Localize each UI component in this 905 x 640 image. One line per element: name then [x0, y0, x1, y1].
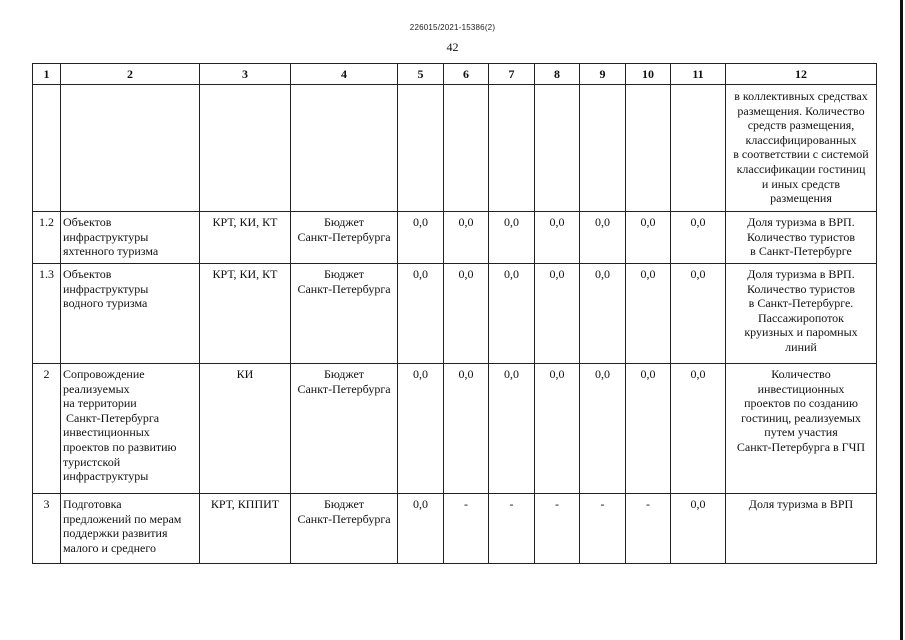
table-cell — [626, 85, 671, 212]
header-cell: 10 — [626, 64, 671, 85]
value-cell: 0,0 — [626, 264, 671, 364]
name-line: проектов по развитию — [63, 439, 177, 454]
indicator-cell — [726, 364, 877, 494]
name-line: туристской — [63, 454, 121, 469]
activity-name — [61, 212, 200, 264]
program-table — [32, 63, 877, 564]
value-cell: 0,0 — [671, 364, 726, 494]
source-line: Санкт-Петербурга — [297, 381, 391, 396]
indicator-line: линий — [785, 339, 817, 354]
funding-source-cell — [291, 494, 398, 564]
table-cell — [291, 85, 398, 212]
value-cell: 0,0 — [626, 364, 671, 494]
value-cell: 0,0 — [489, 364, 535, 494]
value-cell: 0,0 — [535, 364, 580, 494]
indicator-line: средств размещения, — [747, 118, 855, 133]
name-line: инфраструктуры — [63, 469, 149, 484]
value-cell: 0,0 — [398, 212, 444, 264]
table-cell — [444, 85, 489, 212]
name-line: на территории — [63, 396, 137, 411]
name-line: предложений по мерам — [63, 511, 182, 526]
indicator-line: в Санкт-Петербурге — [750, 244, 852, 259]
source-line: Бюджет — [323, 497, 365, 511]
funding-source-cell — [291, 212, 398, 264]
name-line: Сопровождение — [63, 367, 145, 381]
indicator-line: проектов по созданию — [744, 396, 858, 411]
indicator-line: в соответствии с системой — [733, 147, 869, 162]
table-cell — [200, 85, 291, 212]
source-line: Бюджет — [323, 367, 365, 381]
value-cell: 0,0 — [398, 364, 444, 494]
value-cell: 0,0 — [398, 264, 444, 364]
header-cell: 11 — [671, 64, 726, 85]
name-line: малого и среднего — [63, 540, 156, 555]
indicator-line: Доля туризма в ВРП — [748, 497, 854, 511]
value-cell: - — [489, 494, 535, 564]
indicator-line: Количество туристов — [746, 229, 856, 244]
value-cell: 0,0 — [671, 212, 726, 264]
table-row-2 — [33, 364, 877, 494]
source-line: Санкт-Петербурга — [297, 229, 391, 244]
value-cell: 0,0 — [489, 212, 535, 264]
name-line: инвестиционных — [63, 425, 150, 440]
table-cell — [580, 85, 626, 212]
indicator-line: классифицированных — [745, 132, 857, 147]
indicator-cell — [726, 212, 877, 264]
name-line: Санкт-Петербурга — [63, 410, 160, 425]
header-cell: 12 — [726, 64, 877, 85]
value-cell: 0,0 — [626, 212, 671, 264]
indicator-line: в Санкт-Петербурге. — [748, 296, 854, 311]
header-cell: 6 — [444, 64, 489, 85]
table-row-continuation — [33, 85, 877, 212]
name-line: Объектов — [63, 267, 112, 281]
indicator-line: путем участия — [764, 425, 838, 440]
indicator-cell — [726, 264, 877, 364]
header-cell: 3 — [200, 64, 291, 85]
table-cell — [535, 85, 580, 212]
indicator-line: и иных средств — [761, 176, 841, 191]
value-cell: - — [626, 494, 671, 564]
executor-cell: КРТ, КИ, КТ — [200, 264, 291, 364]
table-cell — [671, 85, 726, 212]
value-cell: 0,0 — [535, 212, 580, 264]
value-cell: - — [535, 494, 580, 564]
table-row-1-2 — [33, 212, 877, 264]
scan-edge-line — [900, 0, 903, 640]
name-line: инфраструктуры — [63, 229, 149, 244]
header-cell: 9 — [580, 64, 626, 85]
table-header-row — [33, 64, 877, 85]
value-cell: 0,0 — [444, 364, 489, 494]
indicator-line: размещения. Количество — [737, 103, 865, 118]
value-cell: 0,0 — [671, 264, 726, 364]
value-cell: - — [444, 494, 489, 564]
activity-name — [61, 364, 200, 494]
value-cell: 0,0 — [580, 364, 626, 494]
indicator-line: размещения — [770, 191, 832, 206]
name-line: инфраструктуры — [63, 281, 149, 296]
value-cell: 0,0 — [444, 212, 489, 264]
page-number: 42 — [446, 40, 459, 54]
table-row-3 — [33, 494, 877, 564]
header-cell: 2 — [61, 64, 200, 85]
value-cell: - — [580, 494, 626, 564]
table-cell — [33, 85, 61, 212]
indicator-cell — [726, 85, 877, 212]
activity-name — [61, 264, 200, 364]
funding-source-cell — [291, 264, 398, 364]
name-line: яхтенного туризма — [63, 244, 159, 259]
source-line: Бюджет — [323, 215, 365, 229]
executor-cell: КИ — [200, 364, 291, 494]
row-number: 2 — [33, 364, 61, 494]
indicator-cell — [726, 494, 877, 564]
indicator-line: круизных и паромных — [744, 325, 858, 340]
value-cell: 0,0 — [671, 494, 726, 564]
executor-cell: КРТ, КИ, КТ — [200, 212, 291, 264]
document-id: 226015/2021-15386(2) — [409, 23, 496, 32]
source-line: Санкт-Петербурга — [297, 281, 391, 296]
name-line: водного туризма — [63, 296, 148, 311]
indicator-line: Санкт-Петербурга в ГЧП — [736, 439, 866, 454]
source-line: Бюджет — [323, 267, 365, 281]
header-cell: 8 — [535, 64, 580, 85]
value-cell: 0,0 — [398, 494, 444, 564]
row-number: 3 — [33, 494, 61, 564]
funding-source-cell — [291, 364, 398, 494]
table-cell — [489, 85, 535, 212]
name-line: поддержки развития — [63, 526, 168, 541]
value-cell: 0,0 — [535, 264, 580, 364]
activity-name — [61, 494, 200, 564]
header-cell: 1 — [33, 64, 61, 85]
name-line: Подготовка — [63, 497, 122, 511]
value-cell: 0,0 — [580, 264, 626, 364]
table-row-1-3 — [33, 264, 877, 364]
header-cell: 5 — [398, 64, 444, 85]
row-number: 1.2 — [33, 212, 61, 264]
executor-cell: КРТ, КППИТ — [200, 494, 291, 564]
indicator-line: инвестиционных — [757, 381, 845, 396]
indicator-line: Количество туристов — [746, 281, 856, 296]
row-number: 1.3 — [33, 264, 61, 364]
header-cell: 7 — [489, 64, 535, 85]
indicator-line: гостиниц, реализуемых — [741, 410, 861, 425]
indicator-line: Пассажиропоток — [757, 310, 844, 325]
table-cell — [398, 85, 444, 212]
value-cell: 0,0 — [489, 264, 535, 364]
value-cell: 0,0 — [580, 212, 626, 264]
indicator-line: в коллективных средствах — [734, 89, 868, 103]
source-line: Санкт-Петербурга — [297, 511, 391, 526]
value-cell: 0,0 — [444, 264, 489, 364]
indicator-line: классификации гостиниц — [736, 161, 866, 176]
name-line: реализуемых — [63, 381, 130, 396]
indicator-line: Доля туризма в ВРП. — [747, 267, 855, 281]
indicator-line: Количество — [771, 367, 831, 381]
indicator-line: Доля туризма в ВРП. — [747, 215, 855, 229]
table-cell — [61, 85, 200, 212]
header-cell: 4 — [291, 64, 398, 85]
name-line: Объектов — [63, 215, 112, 229]
